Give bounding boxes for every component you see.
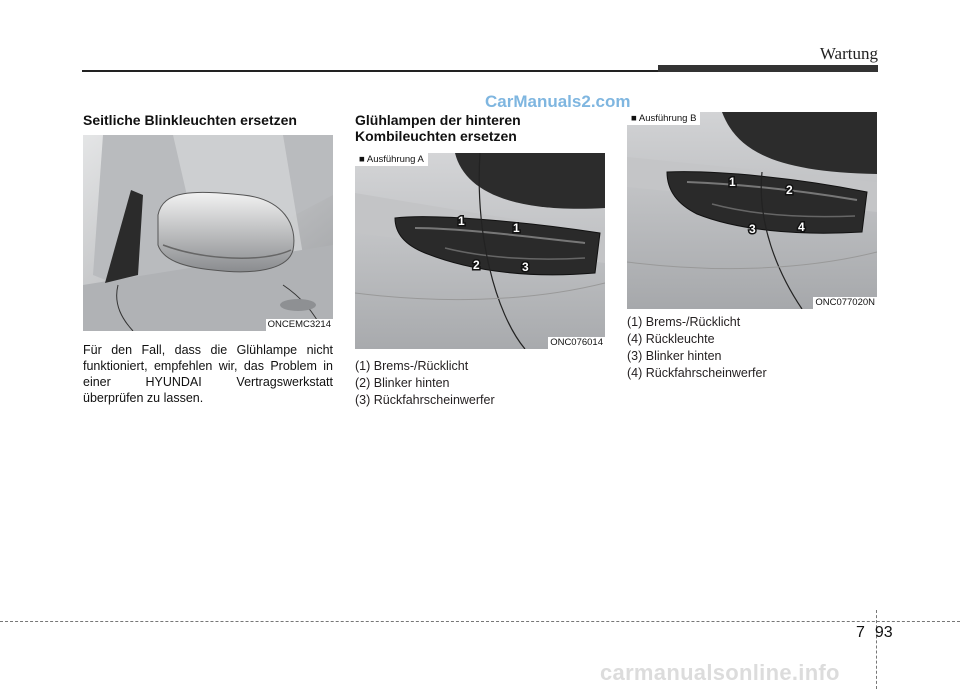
- list-item: (3) Rückfahrscheinwerfer: [355, 393, 495, 407]
- side-mirror-illustration: [83, 135, 333, 331]
- figure-code: ONCEMC3214: [267, 319, 331, 330]
- heading-side-indicator: Seitliche Blinkleuchten ersetzen: [83, 112, 297, 128]
- callout-3: 3: [749, 222, 756, 236]
- section-title: Wartung: [819, 44, 878, 63]
- heading-rear-combination: [355, 112, 605, 144]
- list-item: (3) Blinker hinten: [627, 349, 722, 363]
- callout-1a: 1: [458, 214, 465, 228]
- callout-1b: 1: [513, 221, 520, 235]
- heading-line-1: Glühlampen der hinteren: [355, 112, 521, 128]
- header-bar: [658, 65, 878, 72]
- list-item: (1) Brems-/Rücklicht: [355, 359, 469, 373]
- figure-code: ONC077020N: [815, 297, 875, 308]
- bulb-list-b: [627, 314, 877, 382]
- callout-2: 2: [786, 183, 793, 197]
- body-paragraph: Für den Fall, dass die Glühlampe nicht funktioniert, empfehlen wir, das Problem in einer HYUNDAI Vertragswerkstatt überprüfen zu lassen.: [83, 343, 333, 405]
- figure-taillight-a: [355, 153, 605, 349]
- callout-3: 3: [522, 260, 529, 274]
- header-rule: [82, 70, 658, 72]
- watermark-link[interactable]: CarManuals2.com: [485, 92, 631, 111]
- bulb-list-a: [355, 358, 605, 409]
- list-item: (1) Brems-/Rücklicht: [627, 315, 741, 329]
- taillight-b-illustration: [627, 112, 877, 309]
- heading-line-2: Kombileuchten ersetzen: [355, 128, 517, 144]
- variant-label-b: ■ Ausführung B: [627, 112, 700, 125]
- page-index: 93: [874, 624, 893, 641]
- footer-divider: [876, 610, 877, 689]
- variant-label-a: ■ Ausführung A: [355, 153, 428, 166]
- callout-1: 1: [729, 175, 736, 189]
- figure-taillight-b: [627, 112, 877, 309]
- list-item: (4) Rückfahrscheinwerfer: [627, 366, 767, 380]
- taillight-a-illustration: [355, 153, 605, 349]
- footer-watermark[interactable]: carmanualsonline.info: [600, 660, 840, 685]
- figure-code: ONC076014: [550, 337, 603, 348]
- list-item: (4) Rückleuchte: [627, 332, 715, 346]
- section-number: 7: [856, 624, 865, 641]
- list-item: (2) Blinker hinten: [355, 376, 450, 390]
- callout-4: 4: [798, 220, 805, 234]
- footer-rule: [0, 621, 960, 622]
- figure-side-mirror: [83, 135, 333, 331]
- page-number: [856, 624, 893, 642]
- callout-2: 2: [473, 258, 480, 272]
